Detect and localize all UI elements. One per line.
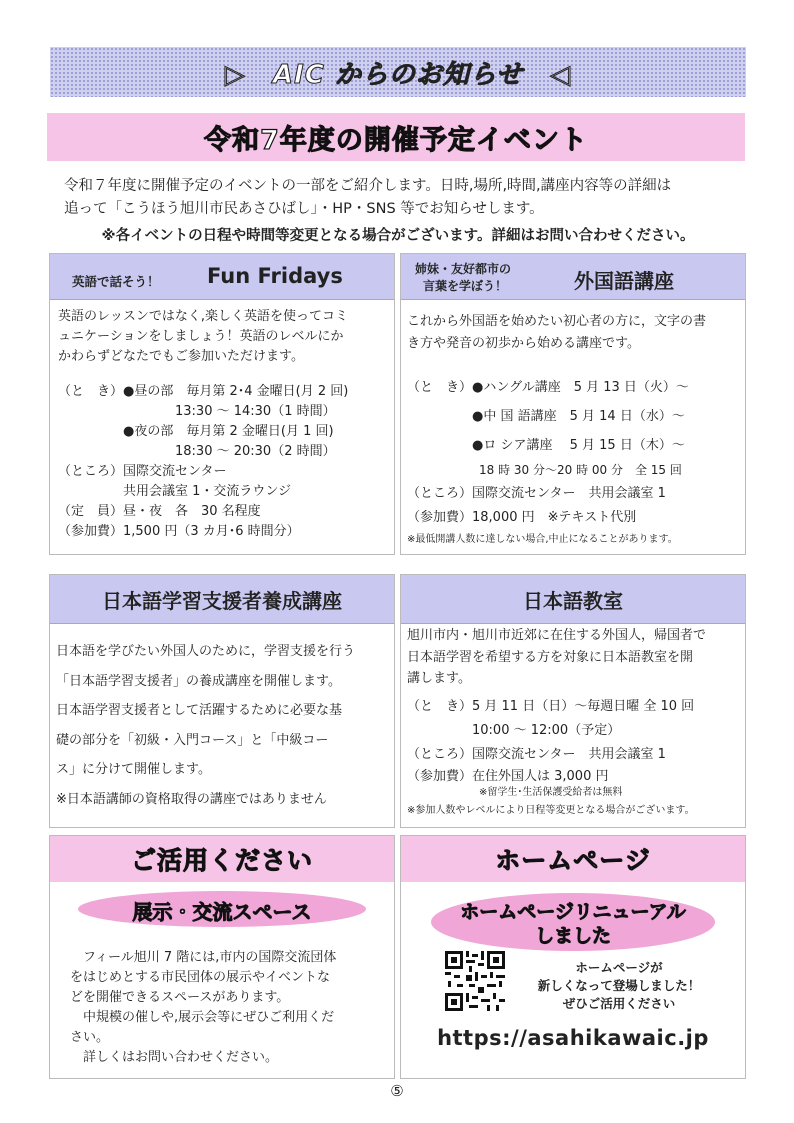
support-course-title: 日本語学習支援者養成講座 — [102, 588, 342, 613]
footnote: ※最低開講人数に達しない場合,中止になることがあります。 — [407, 534, 678, 545]
intro-line: 追って「こうほう旭川市民あさひばし」・HP・SNS 等でお知らせします。 — [64, 201, 544, 217]
exhibit-space-label: 展示・交流スペース — [132, 900, 312, 924]
foreign-language-header — [401, 254, 745, 300]
japanese-class-header — [401, 575, 745, 624]
detail-row: 共用会議室 1・交流ラウンジ — [58, 484, 292, 499]
use-space-text — [70, 948, 336, 1068]
desc-line: 英語のレッスンではなく,楽しく英語を使ってコミ — [58, 309, 349, 324]
exhibit-space-bubble — [78, 891, 366, 927]
desc-line: これから外国語を始めたい初心者の方に，文字の書 — [407, 314, 707, 329]
page-title: 令和7年度の開催予定イベント — [204, 124, 588, 156]
homepage-url[interactable]: https://asahikawaic.jp — [437, 1026, 709, 1050]
text-line: 日本語学習支援者として活躍するために必要な基 — [56, 703, 343, 718]
desc-line: き方や発音の初歩から始める講座です。 — [407, 336, 640, 351]
text-line: フィール旭川 7 階には,市内の国際交流団体 — [70, 950, 337, 965]
japanese-class-details — [407, 695, 695, 823]
detail-row: （と き）5 月 11 日（日）〜毎週日曜 全 10 回 — [407, 699, 695, 714]
intro-text — [64, 175, 744, 221]
message-line: 新しくなって登場しました！ — [537, 978, 701, 993]
detail-row: （定 員）昼・夜 各 30 名程度 — [58, 504, 261, 519]
text-line: ※日本語講師の資格取得の講座ではありません — [56, 791, 327, 807]
desc-line: ュニケーションをしましょう！英語のレベルにか — [58, 329, 344, 344]
detail-row: （参加費）18,000 円 ※テキスト代別 — [407, 510, 637, 525]
renewal-label-1: ホームページリニューアル — [460, 901, 686, 923]
text-line: 日本語を学びたい外国人のために，学習支援を行う — [56, 644, 356, 659]
detail-row: ●夜の部 毎月第 2 金曜日(月 1 回) — [58, 424, 334, 439]
title-bar — [47, 113, 745, 161]
detail-row: （ところ）国際交流センター 共用会議室 1 — [407, 486, 666, 501]
desc-line: 旭川市内・旭川市近郊に在住する外国人，帰国者で — [407, 628, 707, 643]
homepage-message — [519, 959, 719, 1013]
renewal-bubble — [431, 893, 715, 951]
renewal-label-2: しました — [534, 925, 611, 947]
sub-note: ※留学生･生活保護受給者は無料 — [479, 787, 623, 798]
use-space-header — [50, 836, 394, 882]
homepage-header — [401, 836, 745, 882]
japanese-class-box — [400, 574, 746, 828]
qr-code-icon — [445, 951, 505, 1011]
support-course-text — [56, 637, 355, 814]
detail-row: ●ロ シア講座 5 月 15 日（木）〜 — [407, 438, 685, 453]
detail-row: （ところ）国際交流センター 共用会議室 1 — [407, 747, 666, 762]
message-line: ホームページが — [575, 960, 663, 975]
intro-line: 令和７年度に開催予定のイベントの一部をご紹介します。日時,場所,時間,講座内容等の詳細は — [64, 178, 672, 194]
detail-row: （参加費）在住外国人は 3,000 円 — [407, 769, 609, 784]
fun-fridays-header — [50, 254, 394, 300]
text-line: どを開催できるスペースがあります。 — [70, 990, 290, 1005]
support-course-header — [50, 575, 394, 624]
text-line: 礎の部分を「初級・入門コース」と「中級コー — [56, 732, 329, 748]
foreign-language-small-1: 姉妹・友好都市の — [415, 262, 512, 276]
banner-title: ▷ AIC からのお知らせ ◁ — [224, 59, 572, 90]
text-line: 詳しくはお問い合わせください。 — [70, 1050, 279, 1065]
detail-row: ●中 国 語講座 5 月 14 日（水）〜 — [407, 409, 685, 424]
detail-row: 13:30 〜 14:30（1 時間） — [58, 404, 336, 419]
foreign-language-box — [400, 253, 746, 555]
page-number: ⑤ — [390, 1082, 404, 1100]
support-course-box — [49, 574, 395, 828]
footnote: ※参加人数やレベルにより日程等変更となる場合がございます。 — [407, 805, 695, 816]
detail-row: （と き）●ハングル講座 5 月 13 日（火）〜 — [407, 380, 689, 395]
text-line: さい。 — [70, 1030, 110, 1045]
desc-line: 日本語学習を希望する方を対象に日本語教室を開 — [407, 649, 694, 665]
desc-line: かわらずどなたでもご参加いただけます。 — [58, 349, 304, 364]
fun-fridays-title: Fun Fridays — [207, 264, 343, 288]
notice: ※各イベントの日程や時間等変更となる場合がございます。詳細はお問い合わせください。 — [101, 228, 695, 244]
fun-fridays-box — [49, 253, 395, 555]
detail-row: 18:30 〜 20:30（2 時間） — [58, 444, 336, 459]
foreign-language-details — [407, 378, 689, 550]
foreign-language-title: 外国語講座 — [574, 269, 674, 293]
text-line: をはじめとする市民団体の展示やイベントな — [70, 970, 331, 985]
fun-fridays-details — [58, 382, 348, 542]
use-space-box — [49, 835, 395, 1079]
detail-row: （と き）●昼の部 毎月第 2･4 金曜日(月 2 回) — [58, 384, 349, 399]
text-line: 中規模の催しや,展示会等にぜひご利用くだ — [70, 1010, 335, 1025]
header-banner — [50, 47, 746, 97]
text-line: ス」に分けて開催します。 — [56, 762, 211, 777]
homepage-title: ホームページ — [495, 846, 651, 875]
japanese-class-desc — [407, 625, 706, 690]
detail-row: （参加費）1,500 円（3 カ月･6 時間分） — [58, 524, 300, 539]
fun-fridays-small: 英語で話そう！ — [72, 274, 160, 289]
use-space-title: ご活用ください — [130, 846, 313, 875]
message-line: ぜひご活用ください — [562, 996, 676, 1011]
detail-row: （ところ）国際交流センター — [58, 464, 227, 479]
desc-line: 講します。 — [407, 671, 471, 686]
foreign-language-small-2: 言葉を学ぼう！ — [423, 279, 508, 293]
japanese-class-title: 日本語教室 — [523, 588, 623, 613]
detail-row: 18 時 30 分〜20 時 00 分 全 15 回 — [407, 463, 682, 477]
detail-row: 10:00 〜 12:00（予定） — [407, 723, 621, 738]
fun-fridays-desc — [58, 307, 348, 367]
homepage-box — [400, 835, 746, 1079]
text-line: 「日本語学習支援者」の養成講座を開催します。 — [56, 673, 341, 689]
foreign-language-desc — [407, 311, 706, 355]
